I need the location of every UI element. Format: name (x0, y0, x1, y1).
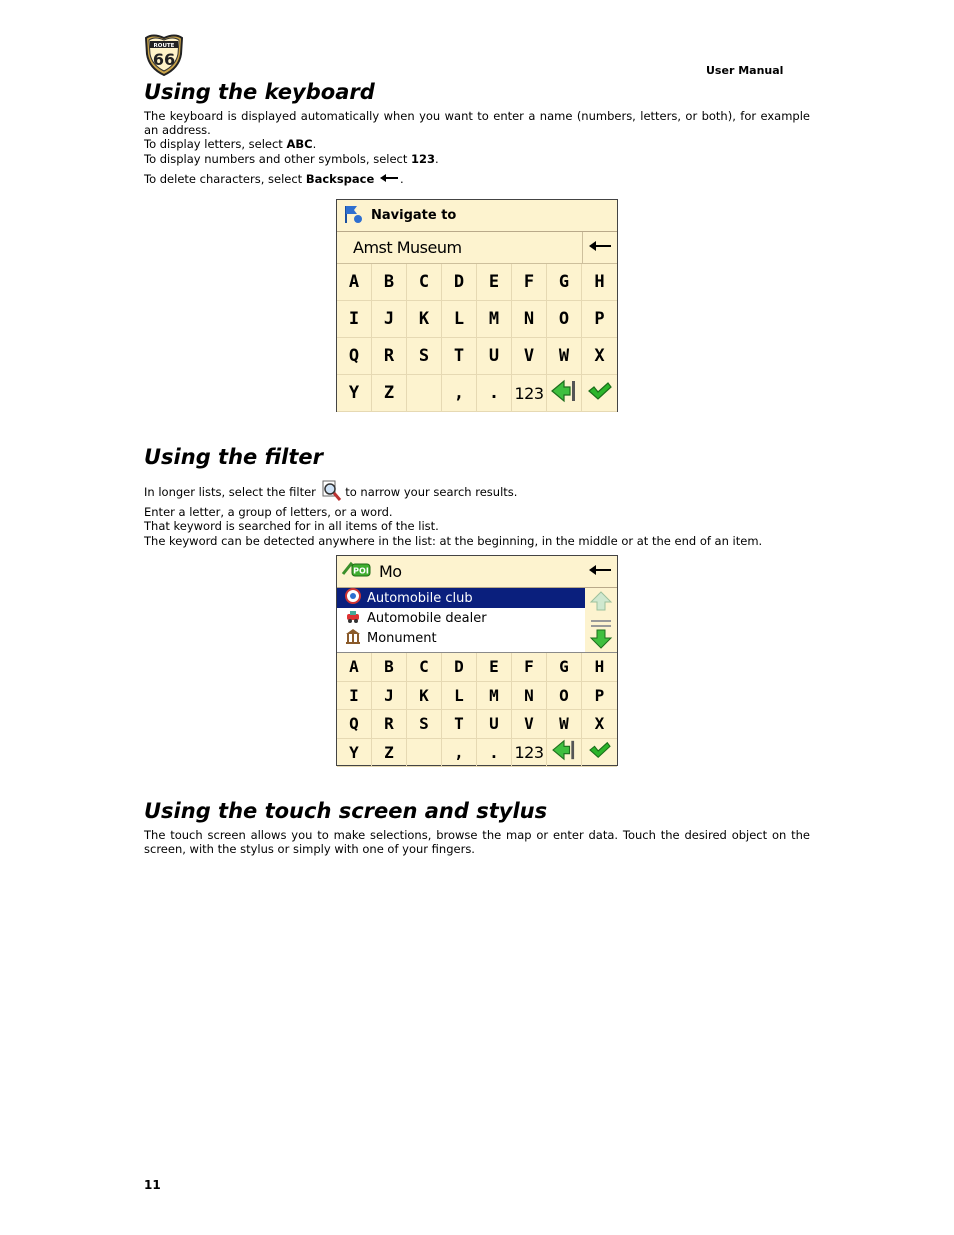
svg-text:POI: POI (353, 566, 369, 575)
numeric-mode-key[interactable]: 123 (512, 739, 547, 768)
car-dealer-icon (345, 608, 361, 628)
key[interactable]: D (442, 264, 477, 301)
period-key[interactable]: . (477, 739, 512, 768)
confirm-button[interactable] (582, 375, 617, 412)
comma-key[interactable]: , (442, 739, 477, 768)
filter-line1: In longer lists, select the filter to narrow your search results. (144, 480, 810, 505)
key[interactable]: C (407, 653, 442, 682)
space-key[interactable] (407, 375, 442, 412)
key[interactable]: W (547, 710, 582, 739)
keyboard-line4: To delete characters, select Backspace . (144, 171, 404, 186)
filter-magnifier-icon (320, 480, 342, 505)
logo-top-text: ROUTE (153, 43, 175, 49)
period-key[interactable]: . (477, 375, 512, 412)
touch-line1: The touch screen allows you to make selections, browse the map or enter data. Touch the desired object on the screen, with the stylus or simply with one of your fingers. (144, 828, 810, 857)
key[interactable]: Y (337, 375, 372, 412)
checkmark-icon (587, 380, 613, 407)
key[interactable]: X (582, 338, 617, 375)
key[interactable]: T (442, 338, 477, 375)
key[interactable]: H (582, 264, 617, 301)
space-key[interactable] (407, 739, 442, 768)
key[interactable]: E (477, 264, 512, 301)
filter-line3: That keyword is searched for in all items of the list. (144, 519, 439, 534)
manual-label: User Manual (706, 64, 784, 77)
list-scrollbar[interactable] (585, 588, 617, 652)
monument-icon (345, 628, 361, 648)
key[interactable]: H (582, 653, 617, 682)
list-item[interactable]: Monument (337, 628, 585, 648)
key[interactable]: K (407, 301, 442, 338)
key[interactable]: Q (337, 710, 372, 739)
list-item[interactable]: Automobile dealer (337, 608, 585, 628)
keyboard-paragraph (144, 109, 810, 187)
key[interactable]: D (442, 653, 477, 682)
keyboard-line2: To display letters, select ABC. (144, 137, 317, 152)
key[interactable]: T (442, 710, 477, 739)
key[interactable]: J (372, 682, 407, 711)
key[interactable]: P (582, 301, 617, 338)
key[interactable]: K (407, 682, 442, 711)
filter-input-row[interactable] (337, 556, 617, 588)
key[interactable]: N (512, 301, 547, 338)
key[interactable]: O (547, 301, 582, 338)
key[interactable]: O (547, 682, 582, 711)
confirm-button[interactable] (582, 739, 617, 768)
key[interactable]: Q (337, 338, 372, 375)
key[interactable]: X (582, 710, 617, 739)
navigate-flag-icon (343, 203, 365, 229)
key[interactable]: J (372, 301, 407, 338)
key[interactable]: V (512, 710, 547, 739)
key[interactable]: Y (337, 739, 372, 768)
keyboard-grid (337, 264, 617, 412)
key[interactable]: C (407, 264, 442, 301)
key[interactable]: I (337, 682, 372, 711)
touch-paragraph (144, 828, 810, 856)
key[interactable]: P (582, 682, 617, 711)
key[interactable]: A (337, 653, 372, 682)
filter-line4: The keyword can be detected anywhere in the list: at the beginning, in the middle or at the end of an item. (144, 533, 763, 548)
key[interactable]: V (512, 338, 547, 375)
green-back-arrow-icon (550, 379, 578, 408)
key[interactable]: S (407, 710, 442, 739)
key[interactable]: L (442, 301, 477, 338)
backspace-button[interactable] (583, 556, 617, 587)
text-input-row[interactable] (337, 232, 617, 264)
logo-number: 66 (152, 50, 176, 69)
filter-line2: Enter a letter, a group of letters, or a word. (144, 505, 393, 520)
key[interactable]: F (512, 264, 547, 301)
key[interactable]: U (477, 338, 512, 375)
key[interactable]: M (477, 682, 512, 711)
comma-key[interactable]: , (442, 375, 477, 412)
backspace-arrow-icon (587, 238, 613, 257)
key[interactable]: Z (372, 739, 407, 768)
navigate-to-panel (336, 199, 618, 412)
backspace-button[interactable] (582, 232, 617, 263)
green-back-arrow-icon (551, 739, 577, 765)
key[interactable]: B (372, 653, 407, 682)
key[interactable]: L (442, 682, 477, 711)
list-item[interactable]: Automobile club (337, 588, 585, 608)
backspace-arrow-icon (587, 562, 613, 581)
back-button[interactable] (547, 375, 582, 412)
key[interactable]: S (407, 338, 442, 375)
result-list (337, 588, 586, 652)
scroll-down-arrow-icon[interactable] (589, 626, 613, 654)
key[interactable]: W (547, 338, 582, 375)
backspace-arrow-icon (378, 172, 400, 187)
keyboard-grid (337, 653, 617, 767)
key[interactable]: R (372, 338, 407, 375)
automobile-club-icon (345, 588, 361, 608)
key[interactable]: G (547, 653, 582, 682)
key[interactable]: A (337, 264, 372, 301)
keyboard-line1: The keyboard is displayed automatically when you want to enter a name (numbers, letters, or both), for example an address. (144, 109, 810, 138)
panel-title: Navigate to (371, 208, 457, 223)
filter-input-value: Mo (379, 562, 402, 581)
numeric-mode-key[interactable]: 123 (512, 375, 547, 412)
key[interactable]: F (512, 653, 547, 682)
key[interactable]: E (477, 653, 512, 682)
key[interactable]: N (512, 682, 547, 711)
keyboard-line3: To display numbers and other symbols, select 123. (144, 151, 439, 166)
route66-logo (143, 32, 185, 76)
key[interactable]: I (337, 301, 372, 338)
checkmark-icon (588, 740, 612, 764)
poi-icon (341, 560, 371, 584)
key[interactable]: Z (372, 375, 407, 412)
key[interactable]: U (477, 710, 512, 739)
key[interactable]: G (547, 264, 582, 301)
page-number: 11 (144, 1178, 161, 1192)
back-button[interactable] (547, 739, 582, 768)
key[interactable]: R (372, 710, 407, 739)
input-value: Amst Museum (353, 238, 462, 257)
heading-filter: Using the filter (144, 445, 323, 469)
poi-filter-panel (336, 555, 618, 766)
key[interactable]: M (477, 301, 512, 338)
key[interactable]: B (372, 264, 407, 301)
heading-touch: Using the touch screen and stylus (144, 799, 548, 823)
filter-paragraph (144, 480, 810, 548)
panel-title-bar (337, 200, 617, 232)
heading-keyboard: Using the keyboard (144, 80, 375, 104)
result-list-area (337, 588, 617, 653)
